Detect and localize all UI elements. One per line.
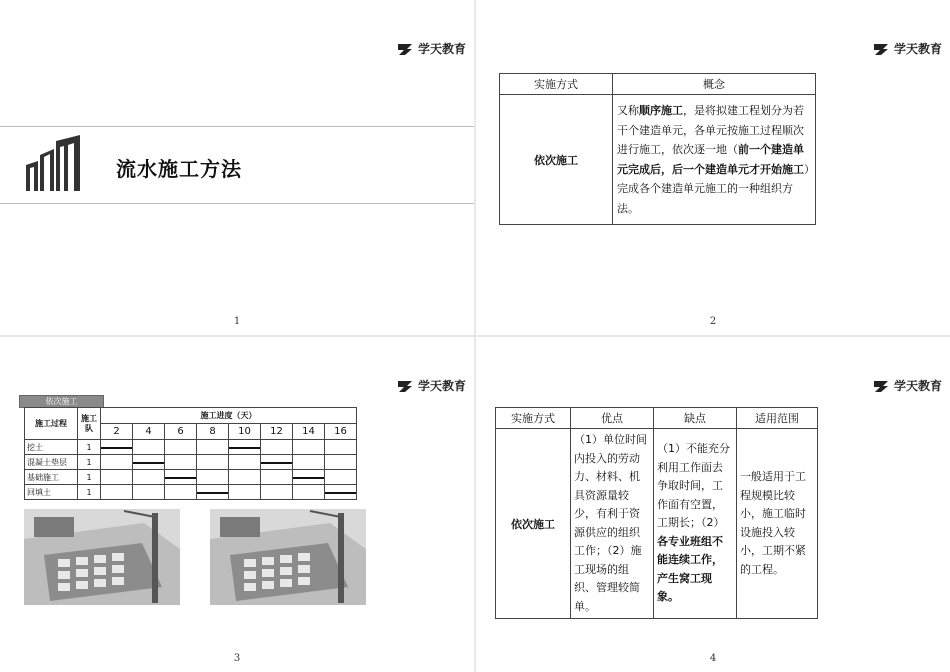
gantt-bar (197, 492, 228, 494)
schedule-row (25, 455, 357, 470)
page-number: 3 (233, 653, 241, 664)
header-method: 实施方式 (496, 408, 571, 429)
section-tag: 依次施工 (19, 395, 104, 408)
header-cons: 缺点 (654, 408, 737, 429)
slide-4 (476, 337, 950, 672)
cons-bold-text: 各专业班组不能连续工作，产生窝工现象。 (657, 534, 723, 604)
schedule-cell (101, 455, 133, 470)
process-name: 基础施工 (25, 470, 78, 485)
comparison-table (495, 407, 818, 619)
schedule-row (25, 485, 357, 500)
method-cell: 依次施工 (496, 429, 571, 619)
schedule-cell (165, 455, 197, 470)
schedule-cell (165, 485, 197, 500)
schedule-cell (133, 455, 165, 470)
schedule-cell (261, 440, 293, 455)
schedule-cell (197, 455, 229, 470)
slide-3 (0, 337, 474, 672)
schedule-cell (261, 485, 293, 500)
brand-logo-icon (398, 380, 414, 392)
cons-text: （1）不能充分利用工作面去争取时间，工作面有空置，工期长；（2） (657, 442, 730, 530)
page-number: 2 (709, 316, 717, 327)
concept-text: ）完成各个建造单元施工的一种组织方法。 (617, 162, 810, 215)
team-count: 1 (78, 485, 101, 500)
gantt-bar (101, 447, 132, 449)
buildings-icon (24, 135, 82, 191)
schedule-cell (197, 440, 229, 455)
day-header: 4 (133, 424, 165, 440)
cons-cell (654, 429, 737, 619)
schedule-cell (229, 470, 261, 485)
brand-name: 学天教育 (893, 42, 942, 56)
schedule-cell (229, 485, 261, 500)
page-number: 1 (233, 316, 241, 327)
brand-logo (398, 377, 466, 394)
schedule-row (25, 470, 357, 485)
day-header: 8 (197, 424, 229, 440)
schedule-cell (197, 470, 229, 485)
gantt-bar (165, 477, 196, 479)
process-name: 回填土 (25, 485, 78, 500)
brand-logo-icon (398, 43, 414, 55)
schedule-cell (261, 455, 293, 470)
schedule-table (24, 407, 357, 500)
team-count: 1 (78, 455, 101, 470)
header-concept: 概念 (613, 74, 816, 95)
schedule-cell (325, 470, 357, 485)
schedule-cell (165, 440, 197, 455)
schedule-cell (101, 485, 133, 500)
header-pros: 优点 (571, 408, 654, 429)
slide-1 (0, 0, 474, 335)
concept-text: ，是将拟建工程划分为若干个建造单元，各单元按施工过程顺次进行施工，依次逐一地（ (617, 104, 804, 156)
day-header: 2 (101, 424, 133, 440)
col-process: 施工过程 (25, 408, 78, 440)
header-scope: 适用范围 (737, 408, 818, 429)
brand-logo-icon (874, 380, 890, 392)
process-name: 混凝土垫层 (25, 455, 78, 470)
schedule-cell (229, 455, 261, 470)
concept-cell (613, 95, 816, 225)
team-count: 1 (78, 470, 101, 485)
method-cell: 依次施工 (500, 95, 613, 225)
schedule-cell (133, 440, 165, 455)
day-header: 12 (261, 424, 293, 440)
col-team: 施工队 (78, 408, 101, 440)
gantt-bar (293, 477, 324, 479)
brand-logo (874, 377, 942, 394)
schedule-cell (325, 485, 357, 500)
schedule-cell (229, 440, 261, 455)
schedule-cell (293, 470, 325, 485)
gantt-bar (229, 447, 260, 449)
day-header: 6 (165, 424, 197, 440)
schedule-cell (133, 485, 165, 500)
day-header: 16 (325, 424, 357, 440)
schedule-cell (293, 455, 325, 470)
pros-cell: （1）单位时间内投入的劳动力、材料、机具资源量较少，有利于资源供应的组织工作；（2）施工现场的组织、管理较简单。 (571, 429, 654, 619)
schedule-cell (325, 455, 357, 470)
schedule-cell (261, 470, 293, 485)
day-header: 10 (229, 424, 261, 440)
schedule-cell (165, 470, 197, 485)
schedule-cell (101, 440, 133, 455)
brand-logo (398, 40, 466, 57)
brand-name: 学天教育 (893, 379, 942, 393)
header-method: 实施方式 (500, 74, 613, 95)
slide-2 (476, 0, 950, 335)
concept-table (499, 73, 816, 225)
construction-site-image (210, 509, 366, 605)
concept-bold-text: 顺序施工 (639, 104, 683, 117)
process-name: 挖土 (25, 440, 78, 455)
page-title: 流水施工方法 (116, 157, 242, 181)
schedule-cell (197, 485, 229, 500)
page-number: 4 (709, 653, 717, 664)
gantt-bar (325, 492, 356, 494)
concept-text: 又称 (617, 104, 639, 117)
scope-cell: 一般适用于工程规模比较小，施工临时设施投入较小，工期不紧的工程。 (737, 429, 818, 619)
day-header: 14 (293, 424, 325, 440)
construction-site-image (24, 509, 180, 605)
schedule-cell (293, 440, 325, 455)
concept-bold-text: 前一个建造单元完成后，后一个建造单元才开始施工 (617, 143, 804, 176)
schedule-cell (325, 440, 357, 455)
team-count: 1 (78, 440, 101, 455)
gantt-bar (133, 462, 164, 464)
schedule-cell (293, 485, 325, 500)
title-band (0, 126, 474, 204)
gantt-bar (261, 462, 292, 464)
schedule-cell (101, 470, 133, 485)
brand-name: 学天教育 (417, 42, 466, 56)
brand-logo-icon (874, 43, 890, 55)
col-progress: 施工进度（天） (101, 408, 357, 424)
schedule-cell (133, 470, 165, 485)
brand-name: 学天教育 (417, 379, 466, 393)
schedule-row (25, 440, 357, 455)
brand-logo (874, 40, 942, 57)
